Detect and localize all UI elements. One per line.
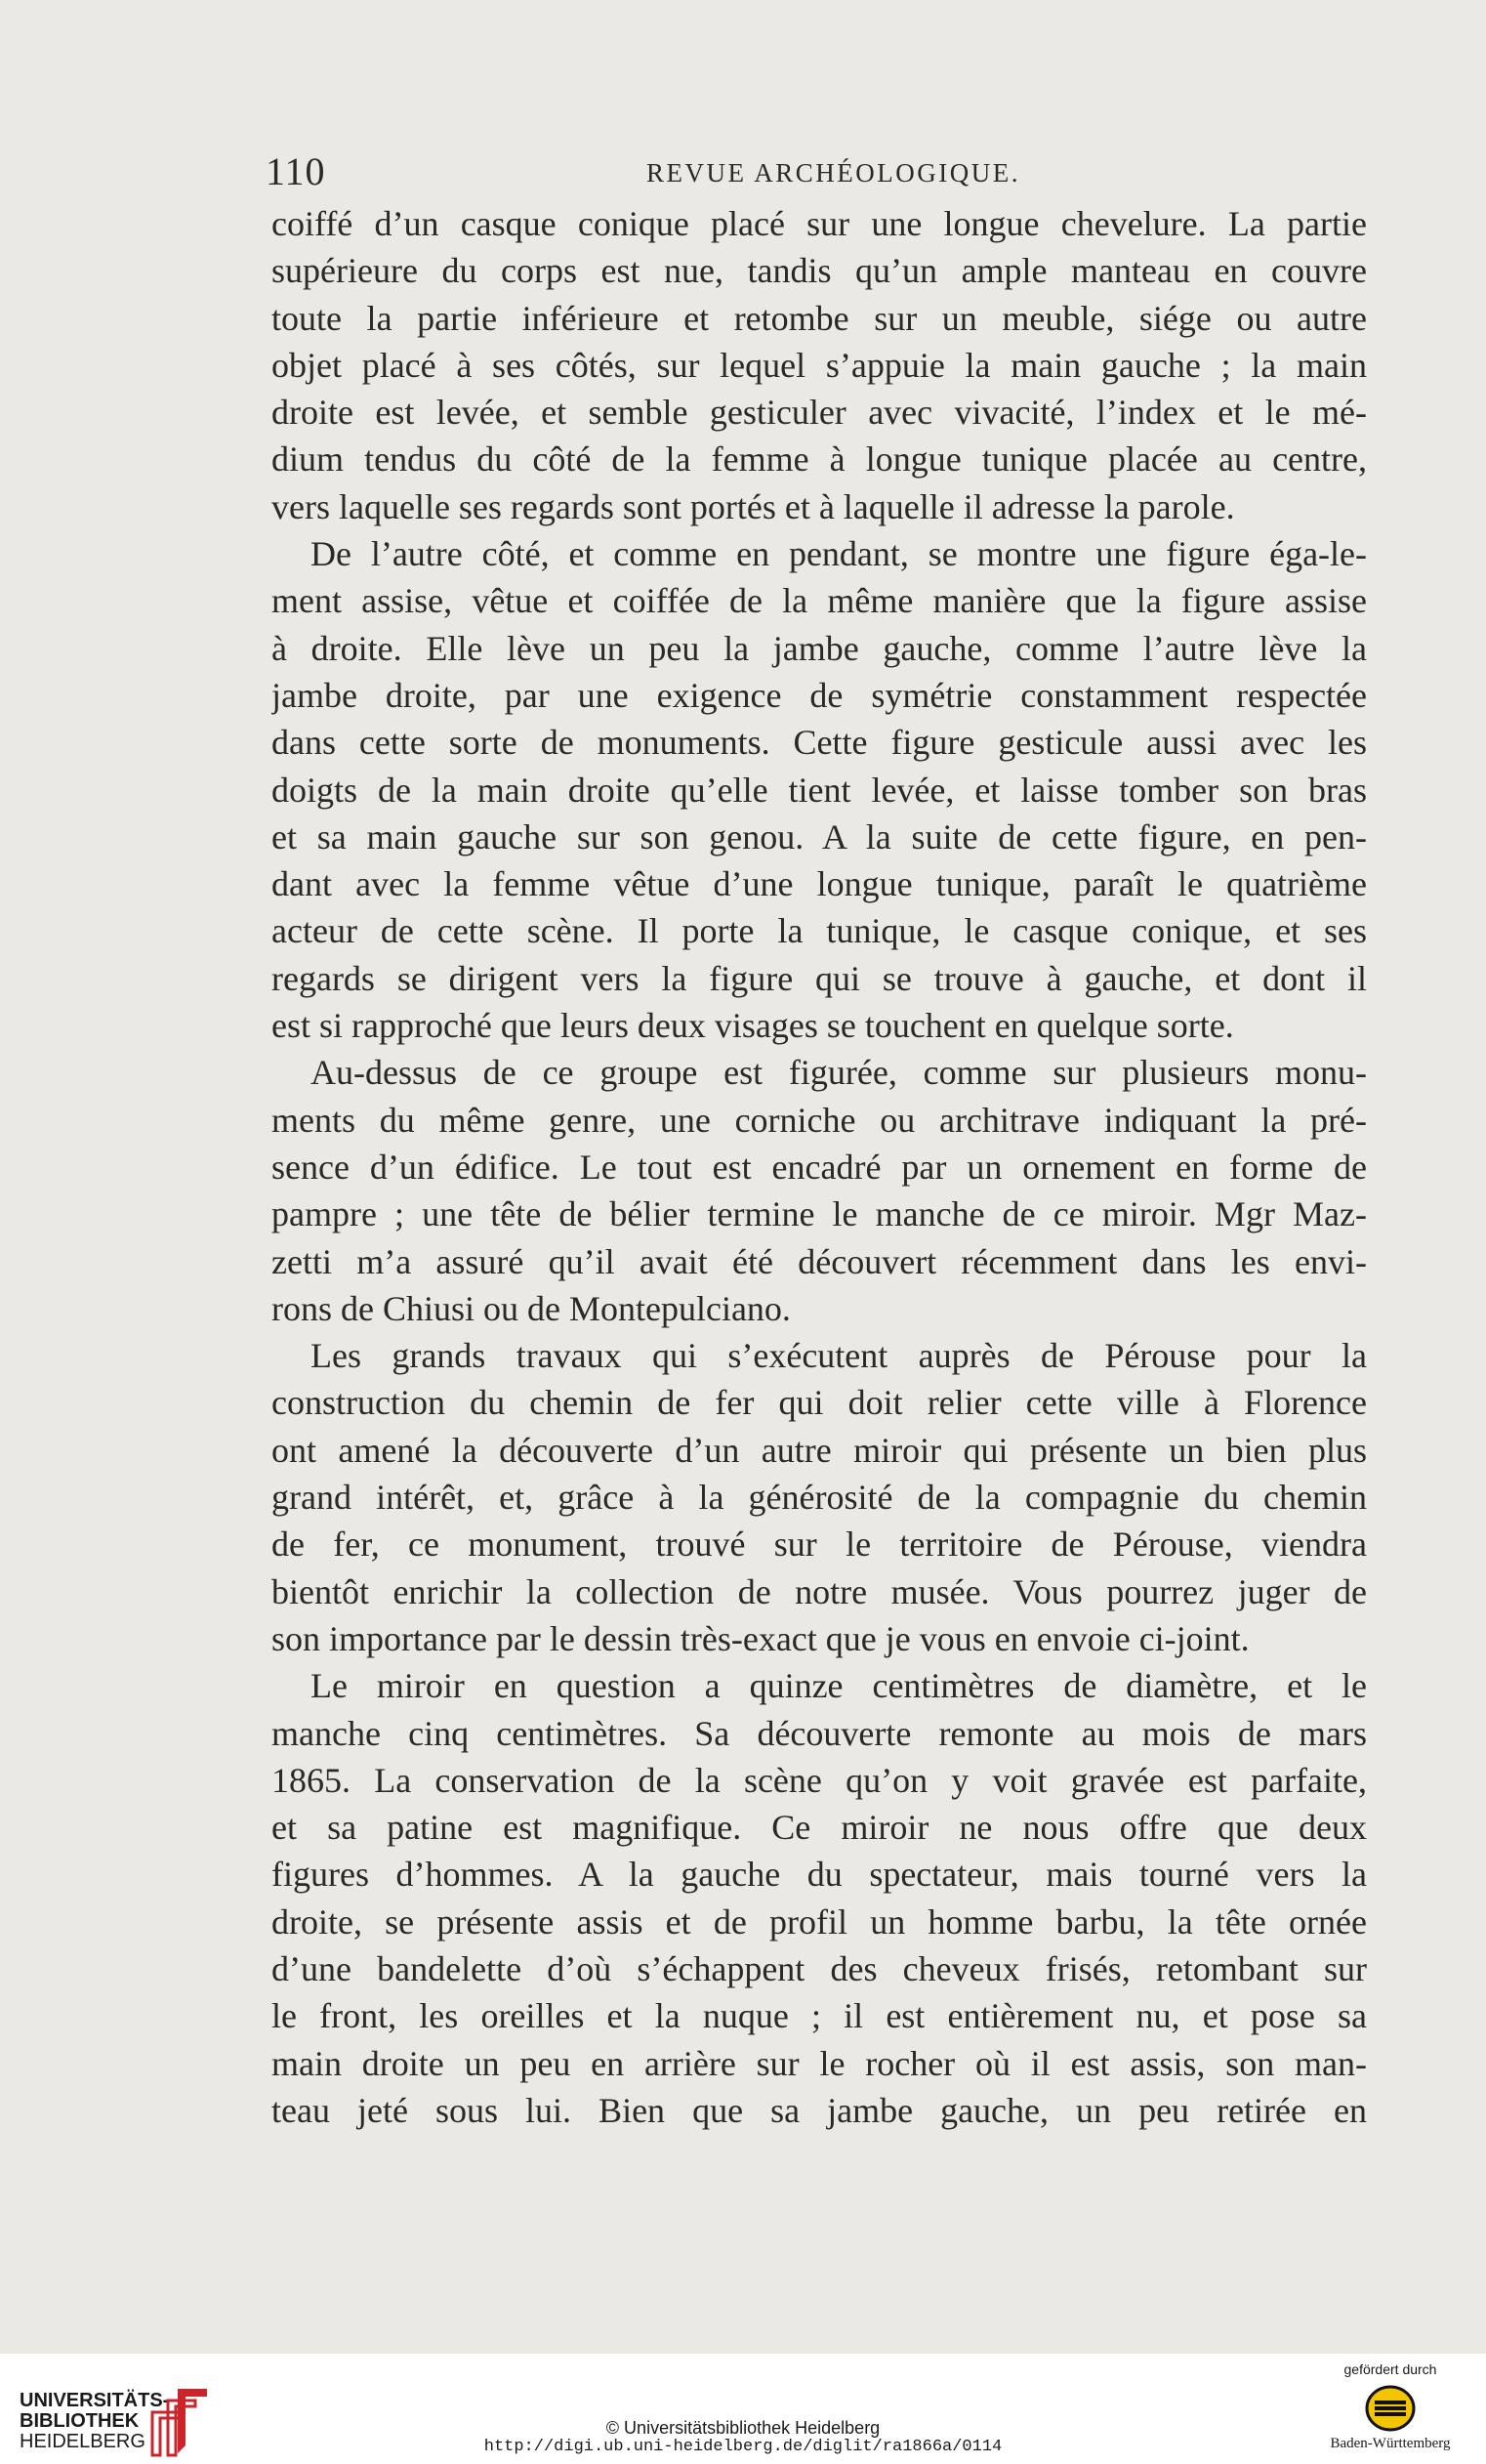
text-line: dium tendus du côté de la femme à longue tunique placée au centre, (271, 439, 1367, 480)
permalink[interactable]: http://digi.ub.uni-heidelberg.de/diglit/ra1866a/0114 (483, 2438, 1003, 2456)
library-name-line-3: HEIDELBERG (20, 2431, 145, 2452)
text-line: d’une bandelette d’où s’échappent des cheveux frisés, retombant sur (271, 1948, 1367, 1988)
text-line: à droite. Elle lève un peu la jambe gauche, comme l’autre lève la (271, 628, 1367, 668)
text-line: manche cinq centimètres. Sa découverte remonte au mois de mars (271, 1713, 1367, 1753)
text-line: Le miroir en question a quinze centimètres de diamètre, et le (310, 1666, 1367, 1706)
text-line: rons de Chiusi ou de Montepulciano. (271, 1288, 791, 1328)
text-line: zetti m’a assuré qu’il avait été découvert récemment dans les envi- (271, 1241, 1367, 1281)
running-head (266, 148, 1367, 197)
text-line: Au-dessus de ce groupe est figurée, comme sur plusieurs monu- (310, 1053, 1367, 1093)
body-text (271, 200, 1367, 2134)
text-line: de fer, ce monument, trouvé sur le territoire de Pérouse, viendra (271, 1524, 1367, 1565)
text-line: dant avec la femme vêtue d’une longue tunique, paraît le quatrième (271, 864, 1367, 904)
text-line: objet placé à ses côtés, sur lequel s’appuie la main gauche ; la main (271, 345, 1367, 385)
coat-of-arms-icon (1363, 2381, 1418, 2436)
funder-name: Baden-Württemberg (1330, 2436, 1451, 2451)
text-line: construction du chemin de fer qui doit relier cette ville à Florence (271, 1383, 1367, 1423)
library-name-line-2: BIBLIOTHEK (20, 2410, 140, 2432)
text-line: est si rapproché que leurs deux visages se touchent en quelque sorte. (271, 1006, 1234, 1046)
page-number: 110 (266, 149, 326, 193)
text-line: ont amené la découverte d’un autre miroir qui présente un bien plus (271, 1430, 1367, 1470)
text-line: et sa main gauche sur son genou. A la suite de cette figure, en pen- (271, 816, 1367, 856)
text-line: grand intérêt, et, grâce à la générosité de la compagnie du chemin (271, 1478, 1367, 1518)
text-line: acteur de cette scène. Il porte la tunique, le casque conique, et ses (271, 911, 1367, 951)
text-line: teau jeté sous lui. Bien que sa jambe gauche, un peu retirée en (271, 2090, 1367, 2130)
text-line: ments du même genre, une corniche ou architrave indiquant la pré- (271, 1100, 1367, 1140)
text-line: sence d’un édifice. Le tout est encadré par un ornement en forme de (271, 1147, 1367, 1187)
text-line: droite, se présente assis et de profil un homme barbu, la tête ornée (271, 1901, 1367, 1942)
text-line: ment assise, vêtue et coiffée de la même manière que la figure assise (271, 581, 1367, 621)
text-line: son importance par le dessin très-exact que je vous en envoie ci-joint. (271, 1618, 1250, 1658)
text-line: 1865. La conservation de la scène qu’on y voit gravée est parfaite, (271, 1760, 1367, 1800)
funding-notice (1322, 2361, 1459, 2452)
text-line: le front, les oreilles et la nuque ; il est entièrement nu, et pose sa (271, 1996, 1367, 2036)
text-line: main droite un peu en arrière sur le rocher où il est assis, son man- (271, 2043, 1367, 2083)
text-line: et sa patine est magnifique. Ce miroir ne nous offre que deux (271, 1808, 1367, 1848)
copyright-notice: © Universitätsbibliothek Heidelberg (605, 2418, 881, 2438)
text-line: Les grands travaux qui s’exécutent auprès de Pérouse pour la (310, 1336, 1367, 1376)
funded-by-label: gefördert durch (1343, 2361, 1437, 2377)
library-name-line-1: UNIVERSITÄTS- (20, 2390, 170, 2411)
text-line: vers laquelle ses regards sont portés et à laquelle il adresse la parole. (271, 486, 1235, 526)
text-line: pampre ; une tête de bélier termine le manche de ce miroir. Mgr Maz- (271, 1194, 1367, 1234)
text-line: droite est levée, et semble gesticuler avec vivacité, l’index et le mé- (271, 393, 1367, 433)
text-line: regards se dirigent vers la figure qui se trouve à gauche, et dont il (271, 958, 1367, 998)
footer-bar (0, 2354, 1486, 2464)
text-line: De l’autre côté, et comme en pendant, se montre une figure éga-le- (310, 534, 1367, 574)
text-line: jambe droite, par une exigence de symétrie constamment respectée (271, 675, 1367, 715)
text-line: doigts de la main droite qu’elle tient levée, et laisse tomber son bras (271, 770, 1367, 810)
text-line: coiffé d’un casque conique placé sur une longue chevelure. La partie (271, 204, 1367, 243)
text-line: dans cette sorte de monuments. Cette figure gesticule aussi avec les (271, 723, 1367, 763)
journal-title: REVUE ARCHÉOLOGIQUE. (646, 158, 1020, 188)
text-line: bientôt enrichir la collection de notre musée. Vous pourrez juger de (271, 1571, 1367, 1611)
text-line: supérieure du corps est nue, tandis qu’un ample manteau en couvre (271, 251, 1367, 291)
text-line: toute la partie inférieure et retombe sur un meuble, siége ou autre (271, 298, 1367, 338)
text-line: figures d’hommes. A la gauche du spectateur, mais tourné vers la (271, 1855, 1367, 1895)
